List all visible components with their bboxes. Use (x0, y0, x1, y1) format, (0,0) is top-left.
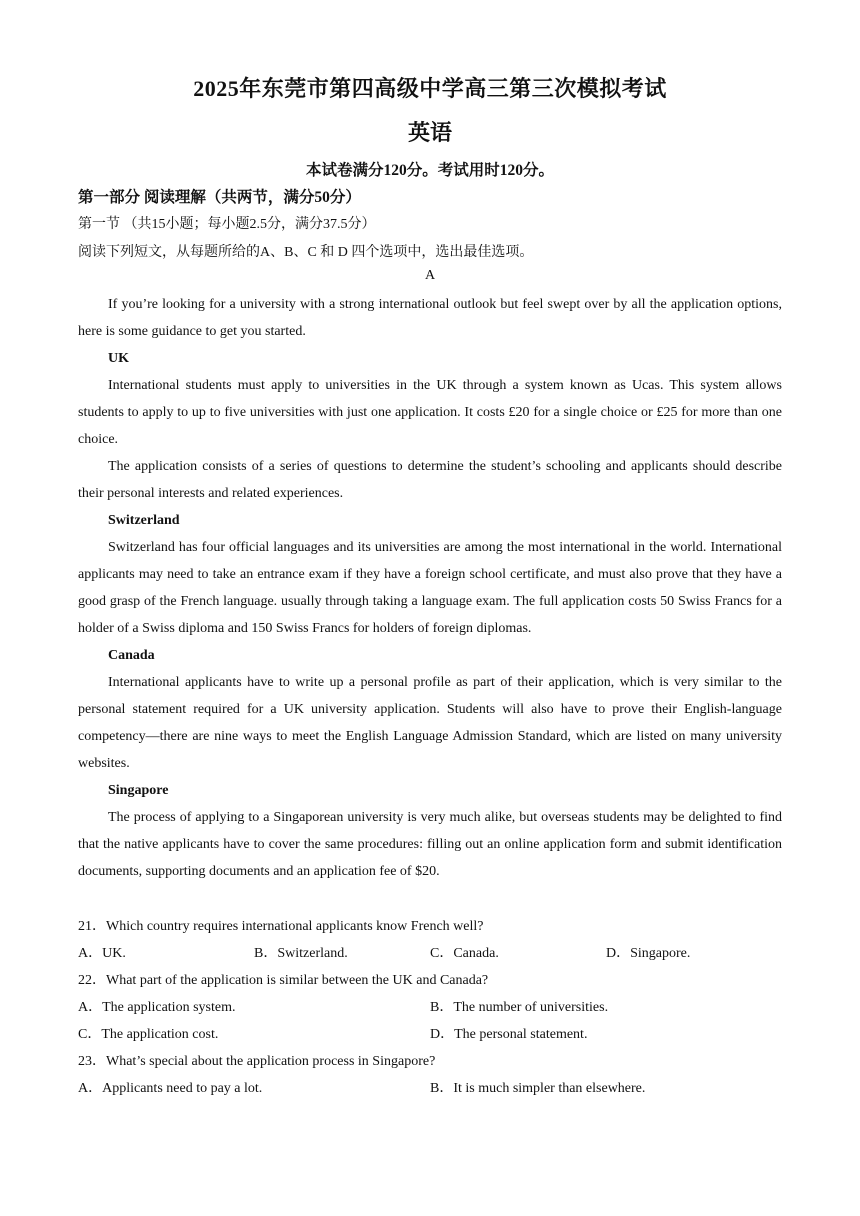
section-paragraph: The application consists of a series of questions to determine the student’s schooling and applicants should describe their personal interests and related experiences. (78, 459, 782, 501)
section-heading: Switzerland (108, 513, 180, 528)
questions (78, 913, 782, 1102)
options-row (78, 1021, 782, 1048)
option-d: D．The personal statement. (430, 1027, 588, 1042)
section-paragraph: The process of applying to a Singaporean university is very much alike, but overseas students may be delighted to find that the native applicants have to cover the same procedures: filling out an online application form and submit identification documents, supporting documents and an application fee of $20. (78, 810, 782, 879)
section-paragraph: International students must apply to universities in the UK through a system known as Ucas. This system allows students to apply to up to five universities with just one application. It costs £20 for a single choice or £25 for more than one choice. (78, 378, 782, 447)
option-b: B．The number of universities. (430, 1000, 609, 1015)
options-row (78, 1075, 782, 1102)
option-a: A．Applicants need to pay a lot. (78, 1081, 263, 1096)
section-paragraph: Switzerland has four official languages and its universities are among the most international in the world. International applicants may need to take an entrance exam if they have a foreign school certificate, and must also prove that they have a good grasp of the French language. usually through taking a language exam. The full application costs 50 Swiss Francs for a holder of a Swiss diploma and 150 Swiss Francs for holders of foreign diplomas. (78, 540, 782, 636)
question-stem: 22．What part of the application is similar between the UK and Canada? (78, 973, 489, 988)
option-a: A．The application system. (78, 1000, 236, 1015)
options-row (78, 940, 782, 967)
option-c: C．Canada. (430, 946, 499, 961)
exam-note: 本试卷满分120分。考试用时120分。 (305, 162, 554, 179)
passage-intro: If you’re looking for a university with a strong international outlook but feel swept over by all the application options, here is some guidance to get you started. (78, 297, 782, 339)
section-paragraph: International applicants have to write up a personal profile as part of their application, which is very similar to the personal statement required for a UK university application. Students will also have to prove their English-language competency—there are nine ways to meet the English Language Admission Standard, which are listed on many university websites. (78, 675, 782, 771)
option-b: B．Switzerland. (254, 946, 348, 961)
section-title: 第一节 （共15小题；每小题2.5分，满分37.5分） (78, 217, 376, 232)
passage-body (78, 291, 782, 885)
option-b: B．It is much simpler than elsewhere. (430, 1081, 646, 1096)
section-heading: UK (108, 351, 129, 366)
option-c: C．The application cost. (78, 1027, 219, 1042)
option-d: D．Singapore. (606, 946, 691, 961)
section-heading: Canada (108, 648, 155, 663)
question-stem: 23．What’s special about the application process in Singapore? (78, 1054, 436, 1069)
part-title: 第一部分 阅读理解（共两节，满分50分） (78, 189, 361, 206)
passage-letter: A (424, 268, 436, 283)
options-row (78, 994, 782, 1021)
exam-subject: 英语 (407, 120, 452, 145)
section-heading: Singapore (108, 783, 169, 798)
question-stem: 21．Which country requires international applicants know French well? (78, 919, 484, 934)
exam-title: 2025年东莞市第四高级中学高三第三次模拟考试 (193, 76, 667, 101)
instruction: 阅读下列短文，从每题所给的A、B、C 和 D 四个选项中，选出最佳选项。 (78, 245, 534, 260)
option-a: A．UK. (78, 946, 126, 961)
